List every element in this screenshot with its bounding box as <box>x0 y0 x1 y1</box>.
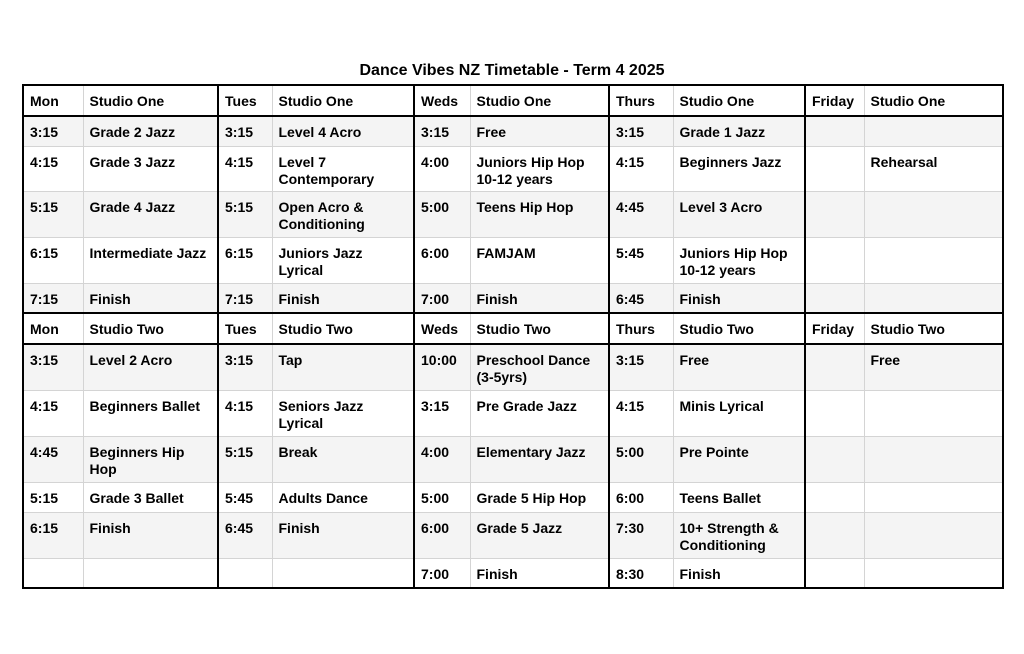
tues-studio-header: Studio One <box>272 85 414 116</box>
thurs-time-cell: 6:00 <box>609 482 673 512</box>
friday-time-cell <box>805 558 864 588</box>
tues-time-cell: 5:15 <box>218 191 272 237</box>
thurs-class-cell: Level 3 Acro <box>673 191 805 237</box>
mon-studio-header: Studio Two <box>83 313 218 344</box>
mon-class-cell: Grade 2 Jazz <box>83 116 218 146</box>
tues-time-cell: 3:15 <box>218 116 272 146</box>
weds-time-cell: 3:15 <box>414 116 470 146</box>
friday-studio-header: Studio One <box>864 85 1003 116</box>
weds-time-cell: 4:00 <box>414 436 470 482</box>
friday-time-cell <box>805 191 864 237</box>
weds-day-header: Weds <box>414 85 470 116</box>
mon-class-cell: Level 2 Acro <box>83 344 218 390</box>
tues-day-header: Tues <box>218 85 272 116</box>
friday-time-cell <box>805 283 864 313</box>
thurs-time-cell: 5:00 <box>609 436 673 482</box>
tues-class-cell <box>272 558 414 588</box>
tues-class-cell: Adults Dance <box>272 482 414 512</box>
tues-class-cell: Finish <box>272 512 414 558</box>
thurs-class-cell: Finish <box>673 558 805 588</box>
mon-class-cell: Grade 4 Jazz <box>83 191 218 237</box>
mon-time-cell: 5:15 <box>23 191 83 237</box>
mon-time-cell: 4:45 <box>23 436 83 482</box>
friday-time-cell <box>805 512 864 558</box>
friday-class-cell <box>864 482 1003 512</box>
weds-time-cell: 4:00 <box>414 146 470 191</box>
mon-time-cell: 4:15 <box>23 146 83 191</box>
tues-time-cell: 5:15 <box>218 436 272 482</box>
weds-class-cell: Teens Hip Hop <box>470 191 609 237</box>
mon-time-cell: 3:15 <box>23 344 83 390</box>
mon-time-cell: 4:15 <box>23 390 83 436</box>
weds-time-cell: 6:00 <box>414 512 470 558</box>
mon-time-cell: 6:15 <box>23 237 83 283</box>
mon-class-cell: Intermediate Jazz <box>83 237 218 283</box>
tues-time-cell: 6:45 <box>218 512 272 558</box>
weds-class-cell: Finish <box>470 283 609 313</box>
thurs-time-cell: 8:30 <box>609 558 673 588</box>
mon-time-cell: 5:15 <box>23 482 83 512</box>
weds-class-cell: Grade 5 Jazz <box>470 512 609 558</box>
thurs-class-cell: Teens Ballet <box>673 482 805 512</box>
tues-class-cell: Tap <box>272 344 414 390</box>
weds-class-cell: Pre Grade Jazz <box>470 390 609 436</box>
thurs-class-cell: Pre Pointe <box>673 436 805 482</box>
weds-time-cell: 5:00 <box>414 191 470 237</box>
table-row <box>23 191 1003 237</box>
friday-time-cell <box>805 116 864 146</box>
weds-class-cell: Grade 5 Hip Hop <box>470 482 609 512</box>
friday-time-cell <box>805 146 864 191</box>
weds-class-cell: Finish <box>470 558 609 588</box>
weds-time-cell: 5:00 <box>414 482 470 512</box>
thurs-time-cell: 4:15 <box>609 146 673 191</box>
thurs-class-cell: Minis Lyrical <box>673 390 805 436</box>
weds-time-cell: 10:00 <box>414 344 470 390</box>
tues-time-cell: 3:15 <box>218 344 272 390</box>
mon-time-cell <box>23 558 83 588</box>
thurs-class-cell: Grade 1 Jazz <box>673 116 805 146</box>
tues-time-cell <box>218 558 272 588</box>
mon-time-cell: 6:15 <box>23 512 83 558</box>
thurs-studio-header: Studio Two <box>673 313 805 344</box>
timetable-title: Dance Vibes NZ Timetable - Term 4 2025 <box>359 62 665 79</box>
table-row <box>23 482 1003 512</box>
mon-day-header: Mon <box>23 313 83 344</box>
weds-class-cell: Preschool Dance (3-5yrs) <box>470 344 609 390</box>
table-row <box>23 283 1003 313</box>
mon-class-cell: Beginners Ballet <box>83 390 218 436</box>
thurs-time-cell: 5:45 <box>609 237 673 283</box>
mon-time-cell: 3:15 <box>23 116 83 146</box>
table-row <box>23 344 1003 390</box>
friday-time-cell <box>805 436 864 482</box>
table-row <box>23 512 1003 558</box>
friday-class-cell <box>864 390 1003 436</box>
friday-day-header: Friday <box>805 85 864 116</box>
table-row <box>23 558 1003 588</box>
mon-class-cell: Finish <box>83 512 218 558</box>
timetable <box>22 84 1004 589</box>
tues-day-header: Tues <box>218 313 272 344</box>
weds-class-cell: Free <box>470 116 609 146</box>
friday-class-cell <box>864 237 1003 283</box>
timetable-body <box>23 85 1003 588</box>
tues-class-cell: Open Acro & Conditioning <box>272 191 414 237</box>
thurs-time-cell: 4:15 <box>609 390 673 436</box>
tues-time-cell: 6:15 <box>218 237 272 283</box>
thurs-time-cell: 7:30 <box>609 512 673 558</box>
tues-class-cell: Finish <box>272 283 414 313</box>
weds-time-cell: 7:00 <box>414 558 470 588</box>
studio-two-header-row <box>23 313 1003 344</box>
table-row <box>23 436 1003 482</box>
tues-time-cell: 5:45 <box>218 482 272 512</box>
studio-one-header-row <box>23 85 1003 116</box>
mon-time-cell: 7:15 <box>23 283 83 313</box>
thurs-time-cell: 3:15 <box>609 116 673 146</box>
friday-class-cell <box>864 283 1003 313</box>
table-row <box>23 237 1003 283</box>
thurs-class-cell: Juniors Hip Hop 10-12 years <box>673 237 805 283</box>
friday-studio-header: Studio Two <box>864 313 1003 344</box>
thurs-day-header: Thurs <box>609 85 673 116</box>
mon-day-header: Mon <box>23 85 83 116</box>
weds-studio-header: Studio One <box>470 85 609 116</box>
weds-day-header: Weds <box>414 313 470 344</box>
friday-class-cell <box>864 436 1003 482</box>
tues-class-cell: Seniors Jazz Lyrical <box>272 390 414 436</box>
friday-class-cell: Free <box>864 344 1003 390</box>
weds-class-cell: FAMJAM <box>470 237 609 283</box>
table-row <box>23 116 1003 146</box>
tues-class-cell: Level 4 Acro <box>272 116 414 146</box>
friday-time-cell <box>805 344 864 390</box>
thurs-time-cell: 4:45 <box>609 191 673 237</box>
table-row <box>23 146 1003 191</box>
tues-class-cell: Juniors Jazz Lyrical <box>272 237 414 283</box>
thurs-class-cell: Free <box>673 344 805 390</box>
friday-class-cell: Rehearsal <box>864 146 1003 191</box>
weds-class-cell: Juniors Hip Hop 10-12 years <box>470 146 609 191</box>
tues-class-cell: Break <box>272 436 414 482</box>
thurs-time-cell: 6:45 <box>609 283 673 313</box>
mon-class-cell: Finish <box>83 283 218 313</box>
weds-time-cell: 3:15 <box>414 390 470 436</box>
friday-time-cell <box>805 237 864 283</box>
mon-class-cell: Grade 3 Jazz <box>83 146 218 191</box>
tues-time-cell: 4:15 <box>218 146 272 191</box>
mon-studio-header: Studio One <box>83 85 218 116</box>
thurs-time-cell: 3:15 <box>609 344 673 390</box>
weds-class-cell: Elementary Jazz <box>470 436 609 482</box>
mon-class-cell: Beginners Hip Hop <box>83 436 218 482</box>
weds-time-cell: 7:00 <box>414 283 470 313</box>
tues-time-cell: 7:15 <box>218 283 272 313</box>
tues-time-cell: 4:15 <box>218 390 272 436</box>
thurs-class-cell: 10+ Strength & Conditioning <box>673 512 805 558</box>
friday-time-cell <box>805 482 864 512</box>
thurs-day-header: Thurs <box>609 313 673 344</box>
friday-class-cell <box>864 512 1003 558</box>
thurs-class-cell: Beginners Jazz <box>673 146 805 191</box>
thurs-class-cell: Finish <box>673 283 805 313</box>
friday-class-cell <box>864 116 1003 146</box>
friday-class-cell <box>864 558 1003 588</box>
thurs-studio-header: Studio One <box>673 85 805 116</box>
friday-class-cell <box>864 191 1003 237</box>
weds-studio-header: Studio Two <box>470 313 609 344</box>
friday-time-cell <box>805 390 864 436</box>
tues-class-cell: Level 7 Contemporary <box>272 146 414 191</box>
friday-day-header: Friday <box>805 313 864 344</box>
weds-time-cell: 6:00 <box>414 237 470 283</box>
table-row <box>23 390 1003 436</box>
tues-studio-header: Studio Two <box>272 313 414 344</box>
mon-class-cell <box>83 558 218 588</box>
mon-class-cell: Grade 3 Ballet <box>83 482 218 512</box>
